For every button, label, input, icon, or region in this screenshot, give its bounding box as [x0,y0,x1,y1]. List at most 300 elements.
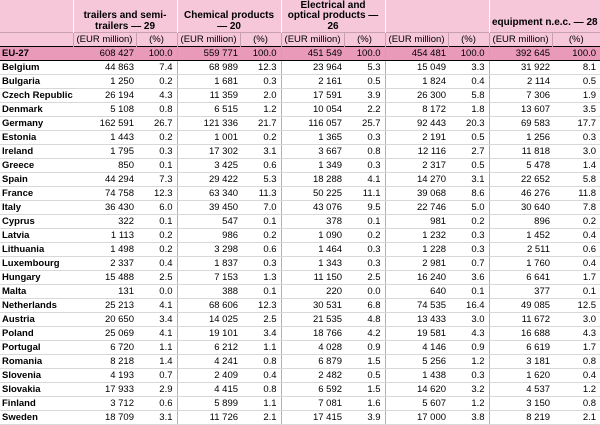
product-header-blank [385,0,489,33]
value-cell: 68 606 [177,299,240,313]
value-cell: 92 443 [385,117,448,131]
share-cell: 0.5 [448,159,489,173]
value-cell: 15 049 [385,61,448,75]
share-cell: 0.3 [448,369,489,383]
share-cell: 3.4 [136,313,177,327]
table-row [0,215,600,229]
share-cell: 7.0 [240,201,281,215]
table-row [0,271,600,285]
value-cell: 20 650 [73,313,136,327]
table-row [0,187,600,201]
share-cell: 1.9 [552,89,600,103]
value-cell: 1 824 [385,75,448,89]
share-cell: 3.1 [240,145,281,159]
share-cell: 3.2 [448,383,489,397]
unit-pct-label: (%) [240,33,281,47]
share-cell: 0.3 [448,243,489,257]
value-cell: 17 000 [385,411,448,425]
share-cell: 0.9 [448,341,489,355]
table-row [0,173,600,187]
country-name: Netherlands [0,299,73,313]
value-cell: 1 443 [73,131,136,145]
value-cell: 2 482 [281,369,344,383]
country-name: Belgium [0,61,73,75]
share-cell: 8.1 [552,61,600,75]
share-cell: 3.4 [240,327,281,341]
share-cell: 11.1 [344,187,385,201]
table-row [0,299,600,313]
value-cell: 1 438 [385,369,448,383]
share-cell: 0.4 [448,75,489,89]
value-cell: 1 760 [489,257,552,271]
value-cell: 986 [177,229,240,243]
share-cell: 3.8 [448,411,489,425]
value-cell: 22 746 [385,201,448,215]
country-name: Estonia [0,131,73,145]
table-row [0,145,600,159]
table-row [0,75,600,89]
value-cell: 12 116 [385,145,448,159]
value-cell: 7 306 [489,89,552,103]
value-cell: 1 837 [177,257,240,271]
value-cell: 26 300 [385,89,448,103]
value-cell: 19 581 [385,327,448,341]
share-cell: 0.6 [240,159,281,173]
table-row [0,313,600,327]
country-name: Cyprus [0,215,73,229]
value-cell: 69 583 [489,117,552,131]
share-cell: 1.1 [136,341,177,355]
share-cell: 1.4 [552,159,600,173]
share-cell: 0.1 [552,285,600,299]
share-cell: 0.4 [552,369,600,383]
value-cell: 8 219 [489,411,552,425]
share-cell: 12.3 [136,187,177,201]
value-cell: 2 191 [385,131,448,145]
unit-eur-label: (EUR million) [385,33,448,47]
share-cell: 0.5 [344,75,385,89]
value-cell: 18 766 [281,327,344,341]
table-row [0,103,600,117]
share-cell: 12.3 [240,299,281,313]
share-cell: 0.2 [344,229,385,243]
value-cell: 14 270 [385,173,448,187]
value-cell: 4 146 [385,341,448,355]
value-cell: 25 069 [73,327,136,341]
table-row [0,229,600,243]
value-cell: 16 688 [489,327,552,341]
table-body [0,47,600,425]
table-row [0,383,600,397]
value-cell: 131 [73,285,136,299]
eu-value: 608 427 [73,47,136,61]
country-name: Lithuania [0,243,73,257]
value-cell: 30 640 [489,201,552,215]
share-cell: 6.0 [136,201,177,215]
value-cell: 7 153 [177,271,240,285]
value-cell: 3 181 [489,355,552,369]
value-cell: 2 337 [73,257,136,271]
table-row [0,201,600,215]
value-cell: 10 054 [281,103,344,117]
value-cell: 1 256 [489,131,552,145]
value-cell: 3 425 [177,159,240,173]
units-corner [0,33,73,47]
eu-share: 100.0 [240,47,281,61]
value-cell: 31 922 [489,61,552,75]
value-cell: 3 150 [489,397,552,411]
value-cell: 1 498 [73,243,136,257]
share-cell: 3.1 [136,411,177,425]
value-cell: 44 863 [73,61,136,75]
share-cell: 12.3 [240,61,281,75]
share-cell: 1.4 [136,355,177,369]
share-cell: 1.2 [240,103,281,117]
share-cell: 2.1 [240,411,281,425]
value-cell: 1 001 [177,131,240,145]
value-cell: 22 652 [489,173,552,187]
value-cell: 8 172 [385,103,448,117]
share-cell: 0.2 [136,243,177,257]
value-cell: 4 415 [177,383,240,397]
share-cell: 7.4 [136,61,177,75]
value-cell: 23 964 [281,61,344,75]
value-cell: 8 218 [73,355,136,369]
unit-pct-label: (%) [448,33,489,47]
share-cell: 1.1 [240,341,281,355]
value-cell: 11 359 [177,89,240,103]
share-cell: 8.6 [448,187,489,201]
share-cell: 0.9 [344,341,385,355]
share-cell: 3.9 [344,411,385,425]
share-cell: 2.9 [136,383,177,397]
country-name: France [0,187,73,201]
value-cell: 640 [385,285,448,299]
value-cell: 16 240 [385,271,448,285]
value-cell: 30 531 [281,299,344,313]
share-cell: 0.2 [448,215,489,229]
country-name: Sweden [0,411,73,425]
share-cell: 4.8 [344,313,385,327]
value-cell: 14 025 [177,313,240,327]
share-cell: 4.1 [136,299,177,313]
value-cell: 63 340 [177,187,240,201]
share-cell: 0.4 [552,257,600,271]
share-cell: 2.1 [552,411,600,425]
share-cell: 21.7 [240,117,281,131]
share-cell: 0.1 [344,215,385,229]
eu-share: 100.0 [448,47,489,61]
share-cell: 7.3 [136,173,177,187]
share-cell: 4.3 [136,89,177,103]
share-cell: 4.1 [344,173,385,187]
share-cell: 4.1 [136,327,177,341]
share-cell: 2.5 [240,313,281,327]
country-name: Hungary [0,271,73,285]
value-cell: 74 758 [73,187,136,201]
share-cell: 0.3 [136,145,177,159]
share-cell: 0.0 [344,285,385,299]
share-cell: 0.1 [240,215,281,229]
value-cell: 6 619 [489,341,552,355]
share-cell: 1.2 [448,397,489,411]
value-cell: 74 535 [385,299,448,313]
share-cell: 0.5 [344,369,385,383]
share-cell: 3.0 [552,313,600,327]
table-row [0,369,600,383]
share-cell: 12.5 [552,299,600,313]
share-cell: 1.5 [344,383,385,397]
value-cell: 21 535 [281,313,344,327]
share-cell: 0.0 [136,285,177,299]
value-cell: 1 795 [73,145,136,159]
share-cell: 4.2 [344,327,385,341]
country-name: Spain [0,173,73,187]
value-cell: 13 607 [489,103,552,117]
share-cell: 20.3 [448,117,489,131]
table-row [0,89,600,103]
unit-eur-label: (EUR million) [177,33,240,47]
value-cell: 1 620 [489,369,552,383]
share-cell: 3.0 [448,313,489,327]
value-cell: 1 232 [385,229,448,243]
value-cell: 896 [489,215,552,229]
country-name: Bulgaria [0,75,73,89]
country-name: Portugal [0,341,73,355]
value-cell: 2 114 [489,75,552,89]
share-cell: 4.3 [448,327,489,341]
share-cell: 5.3 [240,173,281,187]
value-cell: 6 879 [281,355,344,369]
share-cell: 1.7 [552,271,600,285]
value-cell: 29 422 [177,173,240,187]
table-row [0,257,600,271]
share-cell: 0.7 [448,257,489,271]
share-cell: 2.0 [240,89,281,103]
share-cell: 5.8 [448,89,489,103]
value-cell: 2 161 [281,75,344,89]
share-cell: 0.3 [344,159,385,173]
value-cell: 6 720 [73,341,136,355]
value-cell: 17 933 [73,383,136,397]
value-cell: 5 108 [73,103,136,117]
value-cell: 378 [281,215,344,229]
value-cell: 17 415 [281,411,344,425]
share-cell: 4.3 [552,327,600,341]
country-name: Luxembourg [0,257,73,271]
share-cell: 0.6 [136,397,177,411]
country-name: Slovenia [0,369,73,383]
share-cell: 1.1 [240,397,281,411]
value-cell: 68 989 [177,61,240,75]
unit-eur-label: (EUR million) [73,33,136,47]
value-cell: 26 194 [73,89,136,103]
share-cell: 0.6 [552,243,600,257]
units-header-row [0,33,600,47]
country-name: Ireland [0,145,73,159]
country-name: Austria [0,313,73,327]
value-cell: 322 [73,215,136,229]
value-cell: 220 [281,285,344,299]
value-cell: 1 090 [281,229,344,243]
product-header-row [0,0,600,33]
share-cell: 1.5 [344,355,385,369]
table-row [0,243,600,257]
share-cell: 0.2 [240,131,281,145]
share-cell: 0.2 [136,229,177,243]
value-cell: 11 672 [489,313,552,327]
table-row [0,131,600,145]
value-cell: 388 [177,285,240,299]
table-row [0,397,600,411]
share-cell: 1.6 [344,397,385,411]
value-cell: 6 641 [489,271,552,285]
share-cell: 1.2 [448,355,489,369]
eu-value: 454 481 [385,47,448,61]
share-cell: 1.2 [552,383,600,397]
eu-total-label: EU-27 [0,47,73,61]
value-cell: 4 241 [177,355,240,369]
share-cell: 6.8 [344,299,385,313]
share-cell: 0.1 [448,285,489,299]
share-cell: 0.4 [552,229,600,243]
share-cell: 0.5 [448,131,489,145]
country-name: Denmark [0,103,73,117]
share-cell: 0.3 [448,229,489,243]
country-name: Italy [0,201,73,215]
value-cell: 11 150 [281,271,344,285]
value-cell: 3 712 [73,397,136,411]
share-cell: 1.3 [240,271,281,285]
value-cell: 25 213 [73,299,136,313]
value-cell: 3 667 [281,145,344,159]
share-cell: 17.7 [552,117,600,131]
value-cell: 44 294 [73,173,136,187]
unit-pct-label: (%) [552,33,600,47]
value-cell: 1 343 [281,257,344,271]
eu-value: 451 549 [281,47,344,61]
corner-cell [0,0,73,33]
share-cell: 0.8 [240,383,281,397]
country-name: Poland [0,327,73,341]
value-cell: 11 726 [177,411,240,425]
value-cell: 11 818 [489,145,552,159]
share-cell: 11.3 [240,187,281,201]
share-cell: 5.8 [552,173,600,187]
share-cell: 0.3 [344,257,385,271]
share-cell: 3.0 [552,145,600,159]
value-cell: 547 [177,215,240,229]
share-cell: 0.3 [240,257,281,271]
share-cell: 0.2 [240,229,281,243]
share-cell: 25.7 [344,117,385,131]
country-name: Romania [0,355,73,369]
value-cell: 1 113 [73,229,136,243]
share-cell: 0.8 [552,397,600,411]
share-cell: 2.5 [136,271,177,285]
value-cell: 3 298 [177,243,240,257]
share-cell: 5.3 [344,61,385,75]
value-cell: 36 430 [73,201,136,215]
value-cell: 43 076 [281,201,344,215]
value-cell: 5 607 [385,397,448,411]
value-cell: 5 478 [489,159,552,173]
country-name: Greece [0,159,73,173]
share-cell: 3.1 [448,173,489,187]
value-cell: 121 336 [177,117,240,131]
share-cell: 11.8 [552,187,600,201]
product-header-vehicles: trailers and semi-trailers — 29 [73,0,177,33]
share-cell: 26.7 [136,117,177,131]
share-cell: 7.8 [552,201,600,215]
share-cell: 0.6 [240,243,281,257]
share-cell: 0.1 [136,215,177,229]
share-cell: 1.8 [448,103,489,117]
value-cell: 2 981 [385,257,448,271]
value-cell: 2 409 [177,369,240,383]
value-cell: 17 302 [177,145,240,159]
unit-pct-label: (%) [136,33,177,47]
value-cell: 1 250 [73,75,136,89]
share-cell: 0.2 [552,215,600,229]
value-cell: 1 349 [281,159,344,173]
eu-total-row [0,47,600,61]
product-header-electrical: Electrical and optical products — 26 [281,0,385,33]
value-cell: 2 317 [385,159,448,173]
eu-share: 100.0 [552,47,600,61]
unit-eur-label: (EUR million) [489,33,552,47]
value-cell: 15 488 [73,271,136,285]
table-row [0,285,600,299]
value-cell: 5 899 [177,397,240,411]
share-cell: 0.3 [552,131,600,145]
value-cell: 39 068 [385,187,448,201]
unit-pct-label: (%) [344,33,385,47]
table-row [0,159,600,173]
eu-value: 392 645 [489,47,552,61]
value-cell: 6 515 [177,103,240,117]
country-name: Slovakia [0,383,73,397]
value-cell: 981 [385,215,448,229]
share-cell: 0.2 [136,131,177,145]
share-cell: 2.2 [344,103,385,117]
value-cell: 14 620 [385,383,448,397]
value-cell: 4 193 [73,369,136,383]
unit-eur-label: (EUR million) [281,33,344,47]
value-cell: 2 511 [489,243,552,257]
share-cell: 0.4 [240,369,281,383]
country-name: Germany [0,117,73,131]
country-name: Latvia [0,229,73,243]
value-cell: 6 592 [281,383,344,397]
table-row [0,355,600,369]
share-cell: 0.8 [240,355,281,369]
value-cell: 850 [73,159,136,173]
share-cell: 0.7 [136,369,177,383]
country-name: Finland [0,397,73,411]
share-cell: 0.8 [344,145,385,159]
value-cell: 18 709 [73,411,136,425]
value-cell: 1 228 [385,243,448,257]
value-cell: 39 450 [177,201,240,215]
country-name: Czech Republic [2,89,73,101]
share-cell: 1.7 [552,341,600,355]
table-row [0,61,600,75]
eu-share: 100.0 [136,47,177,61]
share-cell: 0.3 [344,131,385,145]
share-cell: 5.0 [448,201,489,215]
table-row [0,411,600,425]
